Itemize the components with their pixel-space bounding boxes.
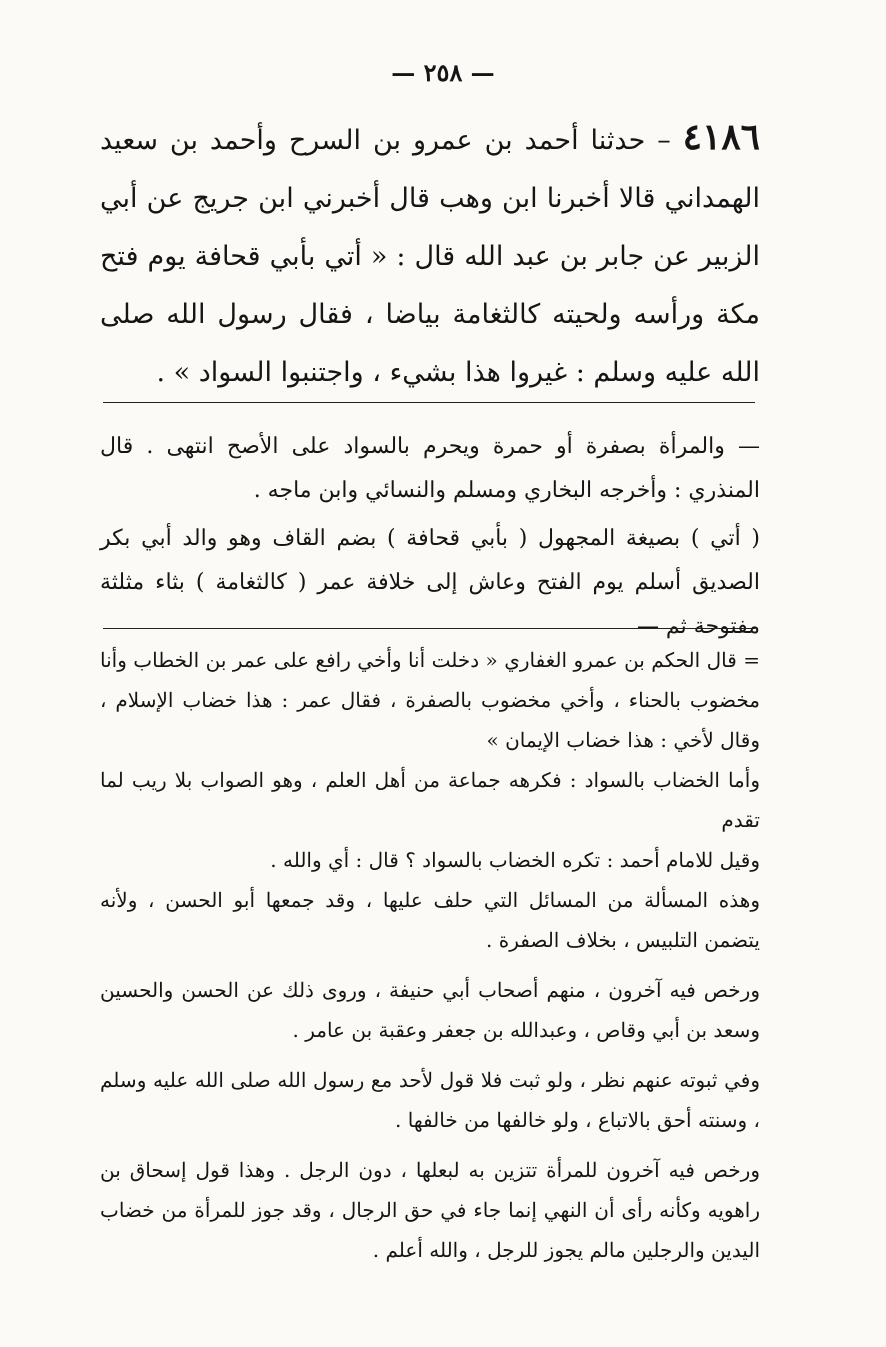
commentary-paragraph: ورخص فيه آخرون للمرأة تتزين به لبعلها ، دون الرجل . وهذا قول إسحاق بن راهويه وكأنه رأى أن النهي إنما جاء في حق الرجال ، وقد جوز للمرأة من خضاب اليدين والرجلين مالم يجوز للرجل ، والله أعلم .: [100, 1158, 760, 1262]
divider-top: [103, 402, 755, 403]
page-number: — ٢٥٨ —: [391, 58, 495, 87]
commentary-paragraph: وهذه المسألة من المسائل التي حلف عليها ، وقد جمعها أبو الحسن ، ولأنه يتضمن التلبيس ، بخلاف الصفرة .: [100, 888, 760, 952]
commentary-paragraph: ( أتي ) بصيغة المجهول ( بأبي قحافة ) بضم القاف وهو والد أبي بكر الصديق أسلم يوم الفتح وعاش إلى خلافة عمر ( كالثغامة ) بثاء مثلثة مفتوحة ثم —: [100, 526, 760, 639]
divider-bottom: [103, 628, 755, 629]
hadith-number: ٤١٨٦: [682, 116, 760, 158]
commentary-paragraph: = قال الحكم بن عمرو الغفاري « دخلت أنا وأخي رافع على عمر بن الخطاب وأنا مخضوب بالحناء ، وأخي مخضوب بالصفرة ، فقال عمر : هذا خضاب الإسلام ، وقال لأخي : هذا خضاب الإيمان »: [100, 648, 760, 752]
hadith-block: [100, 108, 760, 402]
commentary-block-1: [100, 425, 760, 649]
hadith-paragraph: [100, 108, 760, 402]
commentary-paragraph: ورخص فيه آخرون ، منهم أصحاب أبي حنيفة ، وروى ذلك عن الحسن والحسين وسعد بن أبي وقاص ، وعبدالله بن جعفر وعقبة بن عامر .: [100, 978, 760, 1042]
commentary-paragraph: وقيل للامام أحمد : تكره الخضاب بالسواد ؟ قال : أي والله .: [270, 848, 760, 872]
commentary-paragraph: وأما الخضاب بالسواد : فكرهه جماعة من أهل العلم ، وهو الصواب بلا ريب لما تقدم: [100, 768, 760, 832]
commentary-block-2: [100, 640, 760, 1270]
commentary-paragraph: — والمرأة بصفرة أو حمرة ويحرم بالسواد على الأصح انتهى . قال المنذري : وأخرجه البخاري ومسلم والنسائي وابن ماجه .: [100, 434, 760, 503]
commentary-paragraph: وفي ثبوته عنهم نظر ، ولو ثبت فلا قول لأحد مع رسول الله صلى الله عليه وسلم ، وسنته أحق بالاتباع ، ولو خالفها من خالفها .: [100, 1068, 760, 1132]
hadith-text: – حدثنا أحمد بن عمرو بن السرح وأحمد بن سعيد الهمداني قالا أخبرنا ابن وهب قال أخبرني ابن جريج عن أبي الزبير عن جابر بن عبد الله قال : « أتي بأبي قحافة يوم فتح مكة ورأسه ولحيته كالثغامة بياضا ، فقال رسول الله صلى الله عليه وسلم : غيروا هذا بشيء ، واجتنبوا السواد » .: [100, 125, 760, 388]
